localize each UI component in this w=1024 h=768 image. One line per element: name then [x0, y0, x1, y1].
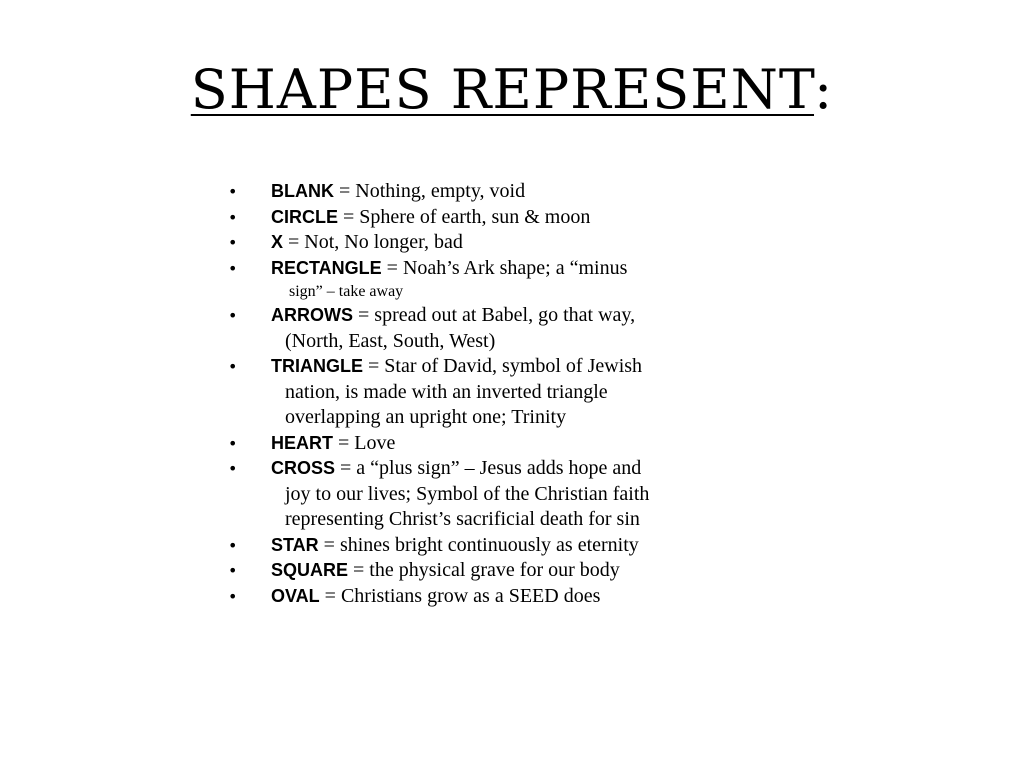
bullet-icon: • [228, 459, 238, 478]
definition-rectangle: = Noah’s Ark shape; a “minus [381, 256, 628, 279]
term-arrows: ARROWS [271, 305, 353, 325]
list-item-blank [228, 179, 788, 205]
term-blank: BLANK [271, 181, 334, 201]
definition-circle: = Sphere of earth, sun & moon [338, 205, 591, 228]
term-oval: OVAL [271, 585, 320, 606]
definition-star: = shines bright continuously as eternity [318, 533, 639, 556]
list-item-heart [228, 431, 788, 457]
list-item-circle [228, 205, 788, 231]
bullet-icon: • [228, 535, 238, 555]
definition-heart: = Love [333, 431, 396, 454]
bullet-icon: • [228, 306, 238, 325]
definition-triangle: = Star of David, symbol of Jewish [363, 355, 643, 377]
title-container [0, 60, 1024, 119]
definition-x: = Not, No longer, bad [283, 231, 463, 253]
bullet-icon: • [228, 433, 238, 453]
term-heart: HEART [271, 432, 333, 453]
list-item-cross [228, 456, 788, 533]
slide-title-colon: : [814, 58, 834, 121]
list-item-oval [228, 584, 788, 610]
term-circle: CIRCLE [271, 206, 338, 227]
term-triangle: TRIANGLE [271, 356, 363, 376]
definition-arrows: = spread out at Babel, go that way, [353, 304, 636, 326]
definition-arrows-continued: (North, East, South, West) [285, 329, 496, 352]
definition-cross-continued: joy to our lives; Symbol of the Christian faith [285, 482, 650, 505]
term-cross: CROSS [271, 458, 336, 478]
bullet-icon: • [228, 233, 238, 252]
bullet-icon: • [228, 207, 238, 227]
slide-title [191, 60, 833, 119]
term-star: STAR [271, 534, 319, 555]
bullet-icon: • [228, 561, 238, 580]
definition-rectangle-continued: sign” – take away [289, 283, 404, 300]
definition-triangle-continued: overlapping an upright one; Trinity [285, 406, 567, 428]
definition-oval: = Christians grow as a SEED does [319, 584, 601, 607]
bullet-icon: • [228, 258, 238, 278]
definition-triangle-continued: nation, is made with an inverted triangle [285, 380, 608, 403]
definition-square: = the physical grave for our body [348, 559, 620, 581]
term-square: SQUARE [271, 560, 349, 580]
definition-cross: = a “plus sign” – Jesus adds hope and [335, 457, 642, 479]
term-x: X [271, 232, 284, 252]
list-item-square [228, 558, 788, 584]
list-item-star [228, 533, 788, 559]
list-item-x [228, 230, 788, 256]
list-item-rectangle [228, 256, 788, 304]
definition-cross-continued: representing Christ’s sacrificial death for sin [285, 508, 640, 530]
bullet-icon: • [228, 357, 238, 376]
bullet-icon: • [228, 182, 238, 201]
slide-title-text: SHAPES REPRESENT [190, 58, 815, 121]
shapes-list [228, 179, 788, 609]
list-item-triangle [228, 354, 788, 431]
term-rectangle: RECTANGLE [271, 257, 382, 278]
list-item-arrows [228, 303, 788, 354]
bullet-icon: • [228, 586, 238, 606]
definition-blank: = Nothing, empty, void [334, 180, 526, 202]
